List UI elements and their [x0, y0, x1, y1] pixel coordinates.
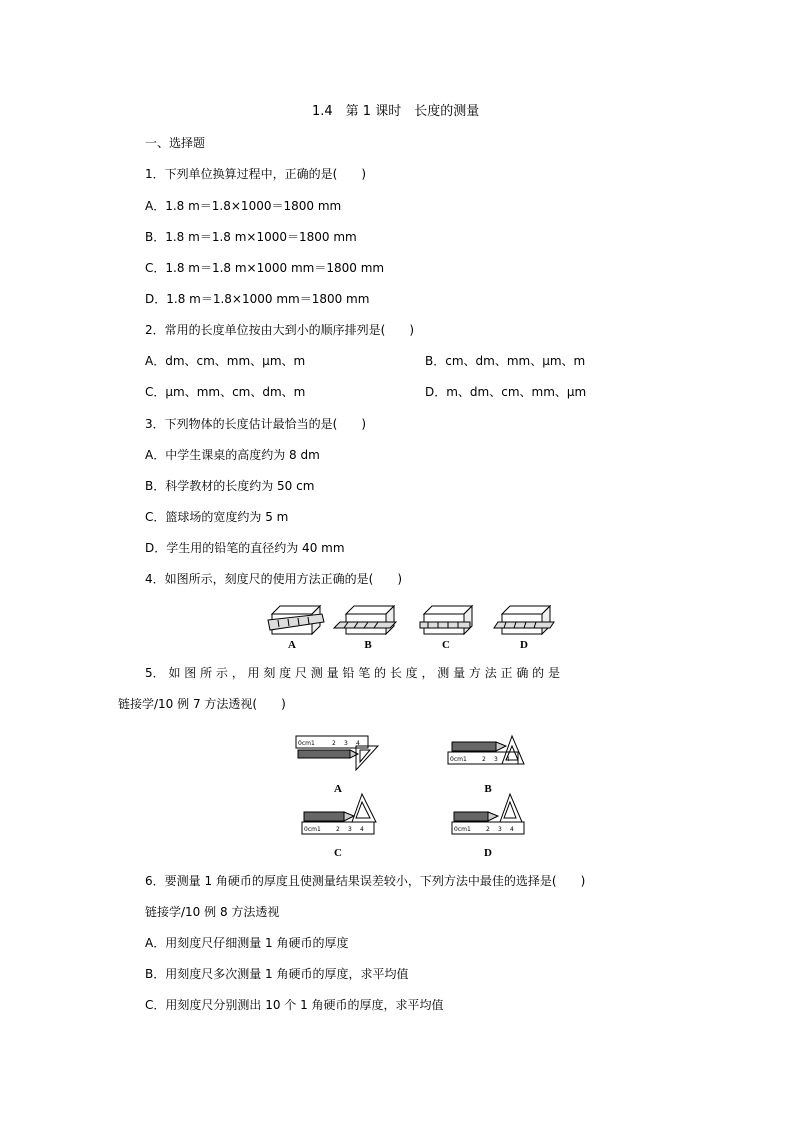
q5-label-d: D [484, 847, 492, 859]
q6-option-a: A．用刻度尺仔细测量 1 角硬币的厚度 [145, 936, 349, 950]
q5-figure [292, 730, 532, 860]
q5-stem-line1: 5． 如 图 所 示 ， 用 刻 度 尺 测 量 铅 笔 的 长 度 ， 测 量 方 法 正 确 的 是 [145, 666, 560, 680]
q5-a-ruler-2: 2 [332, 740, 336, 747]
page-title: 1.4 第 1 课时 长度的测量 [312, 104, 480, 119]
q5-c-ruler-2: 2 [336, 826, 340, 833]
q4-figure-a-block [268, 606, 324, 634]
q5-stem-line2: 链接学/10 例 7 方法透视( ) [118, 697, 286, 711]
q6-stem: 6．要测量 1 角硬币的厚度且使测量结果误差较小，下列方法中最佳的选择是( ) [145, 874, 586, 888]
q5-c-ruler-zero: 0cm1 [304, 826, 321, 833]
q5-a-ruler-3: 3 [344, 740, 348, 747]
q3-option-b: B．科学教材的长度约为 50 cm [145, 479, 315, 493]
q1-stem: 1．下列单位换算过程中，正确的是( ) [145, 167, 366, 181]
q1-option-d: D．1.8 m＝1.8×1000 mm＝1800 mm [145, 292, 370, 306]
q5-label-b: B [484, 783, 492, 795]
q5-a-ruler-4: 4 [356, 740, 360, 747]
q5-label-a: A [334, 783, 342, 795]
q5-b-ruler-3: 3 [494, 756, 498, 763]
q2-option-b: B．cm、dm、mm、μm、m [425, 354, 586, 368]
q5-b-ruler-4: 4 [506, 756, 510, 763]
q4-figure-b-block [334, 606, 396, 634]
q5-c-ruler-4: 4 [360, 826, 364, 833]
q2-option-a: A．dm、cm、mm、μm、m [145, 354, 306, 368]
q3-stem: 3．下列物体的长度估计最恰当的是( ) [145, 417, 366, 431]
q2-option-c: C．μm、mm、cm、dm、m [145, 385, 306, 399]
q5-d-ruler-3: 3 [498, 826, 502, 833]
q6-link: 链接学/10 例 8 方法透视 [145, 905, 280, 919]
q5-d-ruler-zero: 0cm1 [454, 826, 471, 833]
q4-figure [262, 600, 562, 652]
q5-d-ruler-2: 2 [486, 826, 490, 833]
q4-label-b: B [364, 639, 372, 651]
q4-figure-d-block [494, 606, 554, 634]
q2-option-d: D．m、dm、cm、mm、μm [425, 385, 587, 399]
q4-label-d: D [520, 639, 528, 651]
q1-option-a: A．1.8 m＝1.8×1000＝1800 mm [145, 199, 342, 213]
q3-option-c: C．篮球场的宽度约为 5 m [145, 510, 289, 524]
q5-b-ruler-zero: 0cm1 [450, 756, 467, 763]
q5-a-ruler-zero: 0cm1 [298, 740, 315, 747]
q1-option-b: B．1.8 m＝1.8 m×1000＝1800 mm [145, 230, 357, 244]
q4-figure-c-block [420, 606, 472, 634]
q5-b-ruler-2: 2 [482, 756, 486, 763]
q5-c-ruler-3: 3 [348, 826, 352, 833]
section-heading: 一、选择题 [145, 136, 206, 150]
q3-option-a: A．中学生课桌的高度约为 8 dm [145, 448, 320, 462]
q4-label-c: C [442, 639, 450, 651]
q6-option-c: C．用刻度尺分别测出 10 个 1 角硬币的厚度，求平均值 [145, 998, 444, 1012]
q2-stem: 2．常用的长度单位按由大到小的顺序排列是( ) [145, 323, 414, 337]
q5-label-c: C [334, 847, 342, 859]
q5-d-ruler-4: 4 [510, 826, 514, 833]
q4-label-a: A [288, 639, 296, 651]
q6-option-b: B．用刻度尺多次测量 1 角硬币的厚度，求平均值 [145, 967, 409, 981]
q3-option-d: D．学生用的铅笔的直径约为 40 mm [145, 541, 345, 555]
q4-stem: 4．如图所示，刻度尺的使用方法正确的是( ) [145, 572, 402, 586]
q1-option-c: C．1.8 m＝1.8 m×1000 mm＝1800 mm [145, 261, 385, 275]
